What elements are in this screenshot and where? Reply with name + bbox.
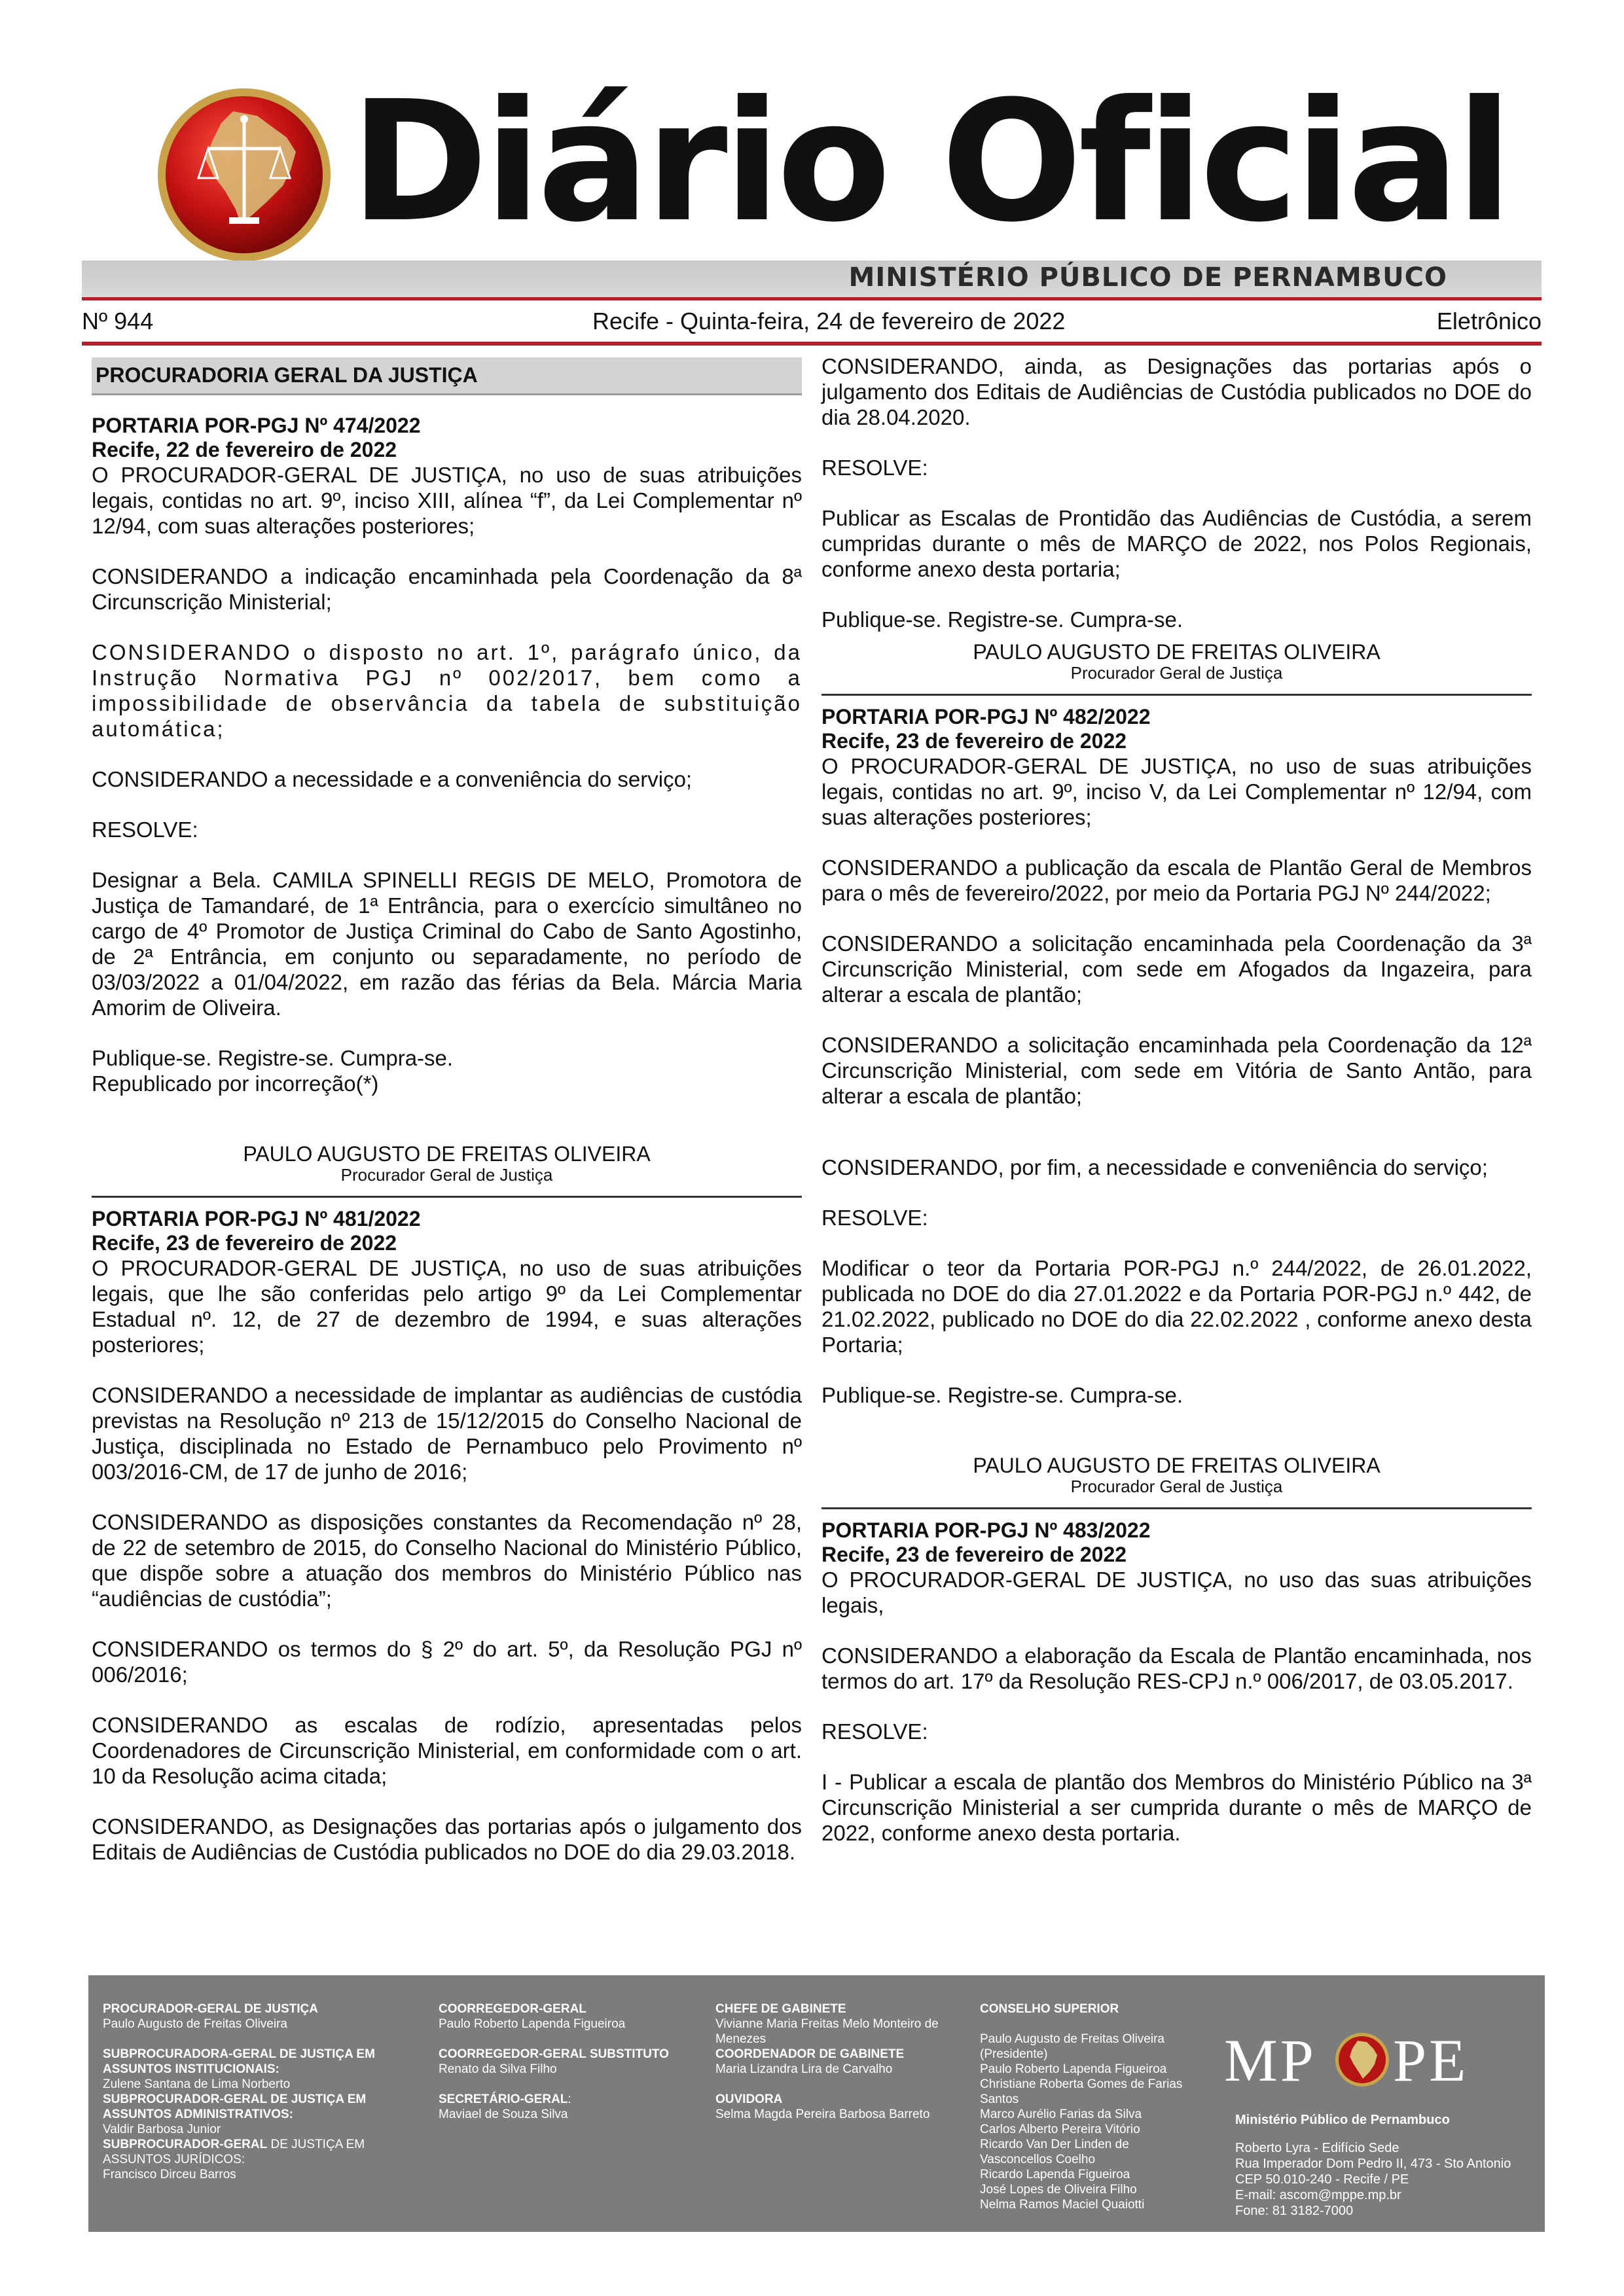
portaria-474-title: PORTARIA POR-PGJ Nº 474/2022 — [92, 414, 421, 437]
footer-value: Valdir Barbosa Junior — [103, 2123, 221, 2136]
conselho-member: Ricardo Van Der Linden de — [980, 2138, 1129, 2151]
portaria-483-body: I - Publicar a escala de plantão dos Membros do Ministério Público na 3ª Circunscrição Ministerial a ser cumprida durante o mês de MARÇO de 2022, conforme anexo desta portaria. — [821, 1770, 1532, 1845]
portaria-481-title: PORTARIA POR-PGJ Nº 481/2022 — [92, 1207, 421, 1230]
footer-value: Menezes — [715, 2032, 767, 2046]
portaria-481-considerando-2: CONSIDERANDO as disposições constantes da Recomendação nº 28, de 22 de setembro de 2015, do Conselho Nacional do Ministério Público, que dispõe sobre a atuação dos membros do Ministério Público nas “audiências de custódia”; — [92, 1510, 802, 1611]
footer-heading: CHEFE DE GABINETE — [715, 2002, 846, 2016]
portaria-481-intro: O PROCURADOR-GERAL DE JUSTIÇA, no uso de suas atribuições legais, que lhe são conferidas pelo artigo 9º da Lei Complementar Estadual nº. 12, de 27 de dezembro de 1994, e suas alterações posteriores; — [92, 1256, 802, 1357]
address-line: CEP 50.010-240 - Recife / PE — [1235, 2172, 1409, 2187]
footer-heading: COORDENADOR DE GABINETE — [715, 2047, 905, 2061]
footer-value: Francisco Dirceu Barros — [103, 2168, 236, 2181]
portaria-474-date: Recife, 22 de fevereiro de 2022 — [92, 438, 397, 461]
right-column — [821, 353, 1532, 1846]
left-column — [92, 353, 802, 1865]
footer-value: Selma Magda Pereira Barbosa Barreto — [715, 2108, 930, 2121]
footer-heading: SECRETÁRIO-GERAL — [439, 2092, 568, 2106]
section-divider — [821, 694, 1532, 696]
portaria-474-signature-role: Procurador Geral de Justiça — [340, 1165, 553, 1185]
footer-column-conselho — [980, 2001, 1229, 2212]
portaria-481-considerando-3: CONSIDERANDO os termos do § 2º do art. 5º, da Resolução PGJ nº 006/2016; — [92, 1637, 802, 1687]
conselho-member: Christiane Roberta Gomes de Farias — [980, 2077, 1183, 2091]
footer-value: Vivianne Maria Freitas Melo Monteiro de — [715, 2017, 939, 2031]
conselho-member: (Presidente) — [980, 2047, 1048, 2061]
portaria-482-resolve: RESOLVE: — [821, 1206, 928, 1230]
portaria-482-title: PORTARIA POR-PGJ Nº 482/2022 — [821, 705, 1151, 728]
portaria-474-intro: O PROCURADOR-GERAL DE JUSTIÇA, no uso de suas atribuições legais, contidas no art. 9º, inciso XIII, alínea “f”, da Lei Complementar nº 12/94, com suas alterações posteriores; — [92, 463, 802, 538]
portaria-474-body: Designar a Bela. CAMILA SPINELLI REGIS DE MELO, Promotora de Justiça de Tamandaré, de 1ª Entrância, para o exercício simultâneo no cargo de 4º Promotor de Justiça Criminal do Cabo de Santo Agostinho, de 2ª Entrância, em conjunto ou separadamente, no período de 03/03/2022 a 01/04/2022, em razão das férias da Bela. Márcia Maria Amorim de Oliveira. — [92, 868, 802, 1020]
footer-heading: SUBPROCURADORA-GERAL DE JUSTIÇA EM — [103, 2047, 375, 2061]
footer-value: Zulene Santana de Lima Norberto — [103, 2077, 291, 2091]
portaria-482-publish: Publique-se. Registre-se. Cumpra-se. — [821, 1383, 1183, 1407]
portaria-481-publish: Publique-se. Registre-se. Cumpra-se. — [821, 607, 1183, 632]
footer-column-gabinete — [715, 2001, 984, 2122]
section-heading: PROCURADORIA GERAL DA JUSTIÇA — [92, 357, 802, 395]
address-block — [1235, 2140, 1511, 2219]
issue-number: Nº 944 — [82, 308, 154, 334]
logo-pe-text: PE — [1393, 2027, 1469, 2094]
portaria-474-considerando-1: CONSIDERANDO a indicação encaminhada pela Coordenação da 8ª Circunscrição Ministerial; — [92, 564, 802, 614]
conselho-member: Nelma Ramos Maciel Quaiotti — [980, 2198, 1145, 2212]
footer-heading-plain: ASSUNTOS JURÍDICOS: — [103, 2153, 245, 2166]
issue-date: Recife - Quinta-feira, 24 de fevereiro de 2022 — [592, 308, 1066, 334]
portaria-474-publish: Publique-se. Registre-se. Cumpra-se. — [92, 1046, 454, 1070]
conselho-member: Paulo Roberto Lapenda Figueiroa — [980, 2062, 1167, 2076]
logo-mp-text: MP — [1224, 2027, 1316, 2094]
portaria-482-considerando-2: CONSIDERANDO a solicitação encaminhada pela Coordenação da 3ª Circunscrição Ministerial, com sede em Afogados da Ingazeira, para alterar a escala de plantão; — [821, 931, 1532, 1007]
footer-column-corregedoria — [439, 2001, 713, 2122]
footer-heading: SUBPROCURADOR-GERAL DE JUSTIÇA EM — [103, 2092, 367, 2106]
footer-value: Maviael de Souza Silva — [439, 2108, 568, 2121]
portaria-482-signature-role: Procurador Geral de Justiça — [1070, 1477, 1283, 1496]
mppe-logo — [1224, 2028, 1532, 2113]
portaria-481-resolve: RESOLVE: — [821, 456, 928, 480]
conselho-member: Paulo Augusto de Freitas Oliveira — [980, 2032, 1164, 2046]
masthead — [0, 0, 1624, 353]
footer-heading: PROCURADOR-GERAL DE JUSTIÇA — [103, 2002, 319, 2016]
conselho-member: Ricardo Lapenda Figueiroa — [980, 2168, 1130, 2181]
portaria-482-considerando-1: CONSIDERANDO a publicação da escala de Plantão Geral de Membros para o mês de fevereiro/2022, por meio da Portaria PGJ Nº 244/2022; — [821, 855, 1532, 905]
footer-heading: COORREGEDOR-GERAL — [439, 2002, 586, 2016]
portaria-474-republished: Republicado por incorreção(*) — [92, 1071, 379, 1096]
address-line: Roberto Lyra - Edifício Sede — [1235, 2141, 1399, 2155]
issue-type: Eletrônico — [1436, 308, 1542, 334]
portaria-481-signature-name: PAULO AUGUSTO DE FREITAS OLIVEIRA — [973, 640, 1380, 664]
portaria-474-considerando-2: CONSIDERANDO o disposto no art. 1º, parágrafo único, da Instrução Normativa PGJ nº 002/2017, bem como a impossibilidade de observância da tabela de substituição automática; — [92, 640, 802, 741]
conselho-member: Santos — [980, 2092, 1019, 2106]
portaria-482-considerando-4: CONSIDERANDO, por fim, a necessidade e conveniência do serviço; — [821, 1155, 1488, 1179]
logo-subtitle: Ministério Público de Pernambuco — [1235, 2113, 1450, 2127]
portaria-482-body: Modificar o teor da Portaria POR-PGJ n.º 244/2022, de 26.01.2022, publicada no DOE do dia 27.01.2022 e da Portaria POR-PGJ n.º 442, de 21.02.2022, publicado no DOE do dia 22.02.2022 , conforme anexo desta Portaria; — [821, 1256, 1532, 1357]
portaria-483-resolve: RESOLVE: — [821, 1719, 928, 1744]
address-line: E-mail: ascom@mppe.mp.br — [1235, 2188, 1401, 2202]
mppe-seal-icon — [1334, 2032, 1390, 2088]
portaria-481-considerando-1: CONSIDERANDO a necessidade de implantar as audiências de custódia previstas na Resolução nº 213 de 15/12/2015 do Conselho Nacional de Justiça, disciplinada no Estado de Pernambuco pelo Provimento nº 003/2016-CM, de 17 de junho de 2016; — [92, 1383, 802, 1484]
conselho-member: José Lopes de Oliveira Filho — [980, 2183, 1137, 2197]
portaria-483-title: PORTARIA POR-PGJ Nº 483/2022 — [821, 1518, 1151, 1542]
footer-heading: ASSUNTOS ADMINISTRATIVOS: — [103, 2108, 293, 2121]
footer-value: Renato da Silva Filho — [439, 2062, 557, 2076]
conselho-member: Marco Aurélio Farias da Silva — [980, 2108, 1142, 2121]
portaria-481-signature-role: Procurador Geral de Justiça — [1070, 663, 1283, 683]
portaria-474-resolve: RESOLVE: — [92, 817, 198, 842]
portaria-481-date: Recife, 23 de fevereiro de 2022 — [92, 1231, 397, 1255]
section-divider — [821, 1507, 1532, 1509]
portaria-482-signature-name: PAULO AUGUSTO DE FREITAS OLIVEIRA — [973, 1454, 1380, 1477]
footer-heading: ASSUNTOS INSTITUCIONAIS: — [103, 2062, 280, 2076]
portaria-483-date: Recife, 23 de fevereiro de 2022 — [821, 1543, 1127, 1566]
footer-heading: OUVIDORA — [715, 2092, 783, 2106]
portaria-481-considerando-4: CONSIDERANDO as escalas de rodízio, apresentadas pelos Coordenadores de Circunscrição Ministerial, em conformidade com o art. 10 da Resolução acima citada; — [92, 1713, 802, 1788]
portaria-482-date: Recife, 23 de fevereiro de 2022 — [821, 729, 1127, 753]
portaria-483-considerando-1: CONSIDERANDO a elaboração da Escala de Plantão encaminhada, nos termos do art. 17º da Resolução RES-CPJ n.º 006/2017, de 03.05.2017. — [821, 1643, 1532, 1693]
address-line: Rua Imperador Dom Pedro II, 473 - Sto Antonio — [1235, 2157, 1511, 2171]
conselho-member: Vasconcellos Coelho — [980, 2153, 1096, 2166]
portaria-482-intro: O PROCURADOR-GERAL DE JUSTIÇA, no uso de suas atribuições legais, contidas no art. 9º, inciso V, da Lei Complementar nº 12/94, com suas alterações posteriores; — [821, 754, 1532, 829]
portaria-474-signature-name: PAULO AUGUSTO DE FREITAS OLIVEIRA — [243, 1142, 651, 1166]
issue-row — [82, 304, 1542, 338]
portaria-481-considerando-6: CONSIDERANDO, ainda, as Designações das portarias após o julgamento dos Editais de Audiências de Custódia publicados no DOE do dia 28.04.2020. — [821, 354, 1532, 429]
portaria-483-intro: O PROCURADOR-GERAL DE JUSTIÇA, no uso das suas atribuições legais, — [821, 1568, 1532, 1617]
portaria-481-considerando-5: CONSIDERANDO, as Designações das portarias após o julgamento dos Editais de Audiências de Custódia publicados no DOE do dia 29.03.2018. — [92, 1814, 802, 1864]
portaria-481-body: Publicar as Escalas de Prontidão das Audiências de Custódia, a serem cumpridas durante o mês de MARÇO de 2022, nos Polos Regionais, conforme anexo desta portaria; — [821, 506, 1532, 581]
footer-column-pgj — [103, 2001, 410, 2182]
footer-colon: : — [568, 2092, 571, 2106]
footer — [88, 1975, 1545, 2232]
footer-value: Paulo Roberto Lapenda Figueiroa — [439, 2017, 626, 2031]
footer-heading: SUBPROCURADOR-GERAL — [103, 2138, 268, 2151]
portaria-474-considerando-3: CONSIDERANDO a necessidade e a conveniência do serviço; — [92, 767, 693, 791]
footer-heading: CONSELHO SUPERIOR — [980, 2002, 1119, 2016]
footer-heading-suffix: DE JUSTIÇA EM — [267, 2138, 365, 2151]
masthead-divider — [82, 297, 1542, 300]
footer-value: Maria Lizandra Lira de Carvalho — [715, 2062, 893, 2076]
masthead-title: Diário Oficial — [350, 65, 1509, 259]
portaria-482-considerando-3: CONSIDERANDO a solicitação encaminhada pela Coordenação da 12ª Circunscrição Ministerial, com sede em Vitória de Santo Antão, para alterar a escala de plantão; — [821, 1033, 1532, 1108]
footer-heading: COORREGEDOR-GERAL SUBSTITUTO — [439, 2047, 669, 2061]
ministry-name: MINISTÉRIO PÚBLICO DE PERNAMBUCO — [848, 262, 1447, 293]
mppe-seal-icon — [156, 86, 333, 263]
section-divider — [92, 1196, 802, 1198]
conselho-member: Carlos Alberto Pereira Vitório — [980, 2123, 1140, 2136]
address-line: Fone: 81 3182-7000 — [1235, 2204, 1354, 2218]
issue-divider — [82, 342, 1542, 346]
footer-value: Paulo Augusto de Freitas Oliveira — [103, 2017, 287, 2031]
